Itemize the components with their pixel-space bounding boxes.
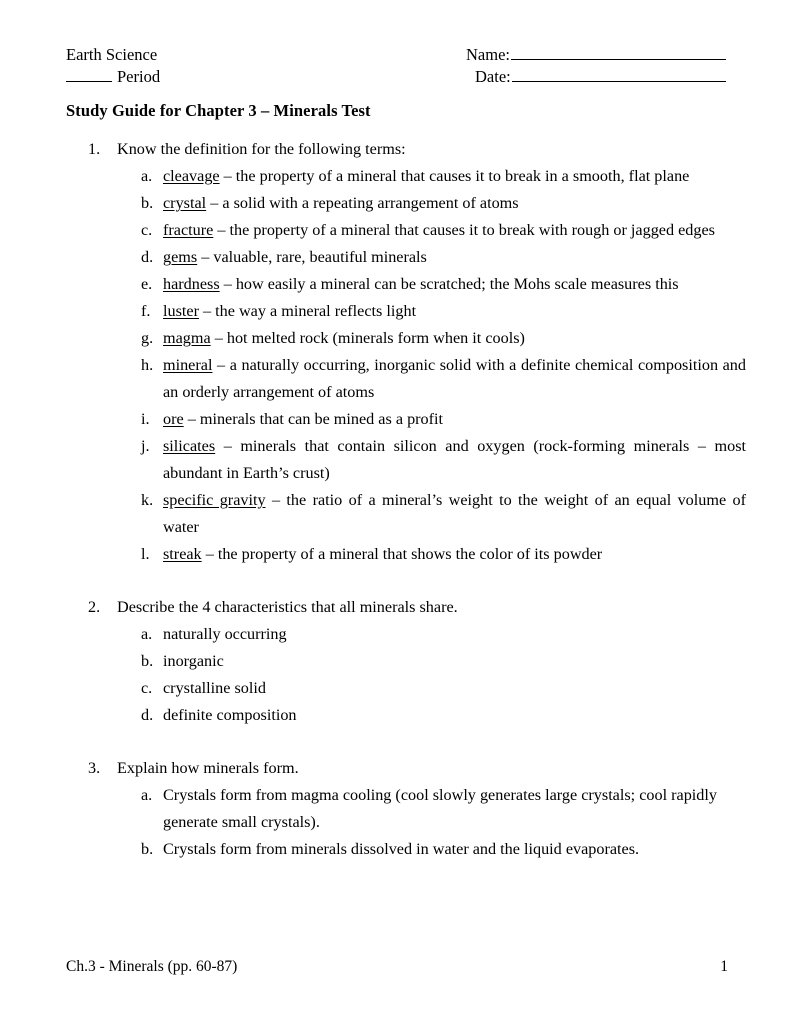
term-dash: – <box>198 302 216 320</box>
sub-item <box>117 541 746 568</box>
section-spacer <box>66 568 746 594</box>
defined-term: crystal <box>163 194 207 212</box>
term-definition: Crystals form from minerals dissolved in water and the liquid evaporates. <box>163 840 640 858</box>
sub-item-marker: c. <box>141 221 153 239</box>
sub-item <box>117 702 746 729</box>
term-dash: – <box>212 356 230 374</box>
sub-item-marker: b. <box>141 840 154 858</box>
defined-term: gems <box>163 248 198 266</box>
sub-item-marker: l. <box>141 545 150 563</box>
sub-item-marker: d. <box>141 248 154 266</box>
term-definition: the property of a mineral that causes it to break in a smooth, flat plane <box>235 167 690 185</box>
sub-item-text <box>163 163 746 190</box>
sub-item <box>117 836 746 863</box>
term-definition: the way a mineral reflects light <box>215 302 417 320</box>
sub-item-text <box>163 702 746 729</box>
defined-term: specific gravity <box>163 491 266 509</box>
sub-item-text <box>163 782 746 836</box>
term-dash: – <box>265 491 287 509</box>
sub-item <box>117 352 746 406</box>
sub-item-marker: a. <box>141 625 153 643</box>
sub-item <box>117 244 746 271</box>
sub-item-text <box>163 541 746 568</box>
term-dash: – <box>183 410 200 428</box>
term-definition: Crystals form from magma cooling (cool slowly generates large crystals; cool rapidly generate small crystals). <box>163 786 717 831</box>
sub-item <box>117 487 746 541</box>
question-marker: 3. <box>88 759 101 777</box>
sub-item-marker: b. <box>141 194 154 212</box>
term-dash: – <box>206 194 223 212</box>
term-definition: crystalline solid <box>163 679 266 697</box>
sub-item <box>117 675 746 702</box>
date-blank-line[interactable] <box>512 66 726 82</box>
question-list <box>66 136 746 863</box>
term-definition: the property of a mineral that causes it to break with rough or jagged edges <box>229 221 715 239</box>
question-marker: 1. <box>88 140 101 158</box>
sub-item-text <box>163 648 746 675</box>
term-dash: – <box>213 221 230 239</box>
document-body <box>66 136 746 863</box>
term-dash: – <box>215 437 241 455</box>
sub-item <box>117 621 746 648</box>
term-definition: inorganic <box>163 652 224 670</box>
course-name: Earth Science <box>66 45 158 64</box>
sub-item <box>117 648 746 675</box>
term-definition: minerals that contain silicon and oxygen (rock-forming minerals – most abundant in Earth’s crust) <box>163 437 747 482</box>
sub-item-marker: k. <box>141 491 154 509</box>
defined-term: ore <box>163 410 184 428</box>
sub-item-text <box>163 836 746 863</box>
term-definition: a solid with a repeating arrangement of atoms <box>222 194 519 212</box>
sub-item-marker: j. <box>141 437 150 455</box>
sub-item-text <box>163 433 746 487</box>
name-label: Name: <box>466 45 510 64</box>
question-text: Explain how minerals form. <box>117 759 299 777</box>
sub-item <box>117 217 746 244</box>
header-row-course-name <box>66 44 726 66</box>
question-item <box>66 755 746 863</box>
sub-item-text <box>163 487 746 541</box>
defined-term: silicates <box>163 437 216 455</box>
period-label: Period <box>117 67 161 86</box>
question-text: Know the definition for the following terms: <box>117 140 406 158</box>
sub-item-text <box>163 352 746 406</box>
sub-item-marker: d. <box>141 706 154 724</box>
sub-item-text <box>163 298 746 325</box>
date-field-row <box>466 66 726 88</box>
term-dash: – <box>219 167 236 185</box>
sub-item-list <box>117 621 746 729</box>
name-blank-line[interactable] <box>511 44 726 60</box>
sub-item-text <box>163 325 746 352</box>
sub-item-list <box>117 163 746 568</box>
sub-item-text <box>163 217 746 244</box>
sub-item-text <box>163 271 746 298</box>
question-marker: 2. <box>88 598 101 616</box>
sub-item-marker: a. <box>141 167 153 185</box>
period-field <box>66 66 466 88</box>
defined-term: magma <box>163 329 211 347</box>
sub-item <box>117 406 746 433</box>
question-item <box>66 136 746 568</box>
sub-item <box>117 271 746 298</box>
period-blank-line[interactable] <box>66 67 112 82</box>
sub-item <box>117 298 746 325</box>
name-field-row <box>466 44 726 66</box>
sub-item-marker: b. <box>141 652 154 670</box>
term-definition: hot melted rock (minerals form when it cools) <box>226 329 525 347</box>
term-definition: valuable, rare, beautiful minerals <box>213 248 427 266</box>
sub-item-marker: g. <box>141 329 154 347</box>
term-dash: – <box>219 275 236 293</box>
sub-item-text <box>163 675 746 702</box>
defined-term: cleavage <box>163 167 220 185</box>
sub-item <box>117 782 746 836</box>
defined-term: mineral <box>163 356 213 374</box>
sub-item-marker: i. <box>141 410 150 428</box>
sub-item-marker: e. <box>141 275 153 293</box>
question-item <box>66 594 746 729</box>
sub-item <box>117 325 746 352</box>
section-spacer <box>66 729 746 755</box>
page-title: Study Guide for Chapter 3 – Minerals Test <box>66 101 371 120</box>
date-label: Date: <box>475 67 511 86</box>
term-dash: – <box>210 329 227 347</box>
sub-item <box>117 163 746 190</box>
question-text: Describe the 4 characteristics that all minerals share. <box>117 598 458 616</box>
sub-item-marker: h. <box>141 356 154 374</box>
sub-item-marker: f. <box>141 302 151 320</box>
term-dash: – <box>201 545 218 563</box>
document-header <box>66 44 726 88</box>
defined-term: streak <box>163 545 202 563</box>
sub-item-marker: c. <box>141 679 153 697</box>
term-definition: minerals that can be mined as a profit <box>199 410 444 428</box>
term-definition: the ratio of a mineral’s weight to the weight of an equal volume of water <box>163 491 747 536</box>
sub-item-text <box>163 621 746 648</box>
term-dash: – <box>197 248 214 266</box>
sub-item-marker: a. <box>141 786 153 804</box>
term-definition: the property of a mineral that shows the color of its powder <box>217 545 603 563</box>
term-definition: naturally occurring <box>163 625 287 643</box>
defined-term: hardness <box>163 275 220 293</box>
sub-item-text <box>163 244 746 271</box>
sub-item <box>117 190 746 217</box>
document-footer <box>66 957 728 977</box>
footer-page-number: 1 <box>720 958 728 975</box>
sub-item-text <box>163 406 746 433</box>
term-definition: a naturally occurring, inorganic solid with a definite chemical composition and an orderly arrangement of atoms <box>163 356 746 401</box>
sub-item-text <box>163 190 746 217</box>
sub-item <box>117 433 746 487</box>
sub-item-list <box>117 782 746 863</box>
footer-reference: Ch.3 - Minerals (pp. 60-87) <box>66 958 238 975</box>
defined-term: fracture <box>163 221 214 239</box>
header-row-period-date <box>66 66 726 88</box>
term-definition: how easily a mineral can be scratched; the Mohs scale measures this <box>235 275 679 293</box>
term-definition: definite composition <box>163 706 297 724</box>
defined-term: luster <box>163 302 199 320</box>
